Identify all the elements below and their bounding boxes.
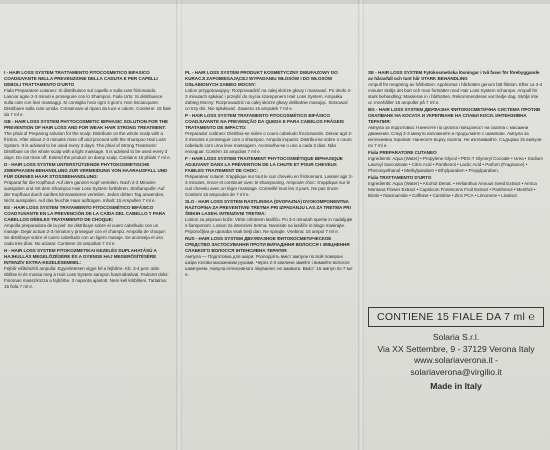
section-body: Préparateur cutané: S'applique sur tout le cuir chevelu en frictionnant. Laisser agir 2-3 minutes, rincer et continuer avec le shampooing. Ampoule choc: S'applique sur le cuir chevelu avec un léger massage. Conseillé tous les 3 jours. Ne pas rincer. Contient 15 ampoules de 7 ml e.: [185, 174, 353, 197]
section-body: Fiala Preparatore cutaneo: Si distribuisce sul capello e sulla cute frizionando. Lasciar agire 2-3 minuti e proseguire con lo Shampoo. Fiala Urto: Si distribuisce sulla cute con lievi massaggi. Si consiglia l'uso ogni 3 giorni. Non risciacquare. Distribuire sulla cute umida. Conservare al riparo da luce e calore. Contiene: 15 fiale da 7 ml e.: [4, 88, 171, 117]
section-body: Preparador cutâneo: Distribui-se sobre o couro cabeludo friccionando. Deixar agir 2-3 minutos e prosseguir com o shampoo. Ampola impacto: Distribui-se sobre o couro cabeludo com uma leve massagem. Aconselha-se o uso a cada 3 dias. Não enxaguar. Contém 15 ampolas 7 ml e.: [185, 131, 353, 154]
section-heading: ES - HAIR LOSS SYSTEM TRATAMIENTO FITOCOSMÉTICO BIFÁSICO COADYUVANTE EN LA PREVENCIÓN DE LA CAÍDA DEL CABELLO Y PARA CABELLOS DÉBILES TRATAMIENTO DE CHOQUE:: [4, 205, 166, 222]
manufacturer-block: [368, 332, 544, 393]
language-section: [185, 236, 353, 278]
manufacturer-name: Solaria S.r.l.: [432, 332, 480, 342]
leaflet-edge: [0, 0, 550, 4]
section-body: Losion za pripravo kože: Vtrite celotnem lasišču. Po 3-4 minutah sperite in nadaljujte s šamponom. Losion za intenzivni tretma: Nanesite na lasišče in blago masirajte. Priporočljiva je uporaba vsak tretji dan. Ne spirajte. Vsebina: 15 ampul 7 ml e.: [185, 217, 353, 234]
language-section: [185, 156, 353, 198]
section-body: Ingredients: Aqua (Water) • Propylene Glycol • PEG-7 Glyceryl Cocoate • Urea • Sodium Lauroyl Sarcosinate • Citric Acid • Panthenol • Lactic Acid • Parfum (Fragrance) • Phenoxyethanol • Methylparaben • Ethylparaben • Propylparaben.: [368, 156, 543, 173]
language-section: [368, 150, 544, 174]
section-heading: GB - HAIR LOSS SYSTEM PHYTOCOSMETIC BIPHASIC SOLUTION FOR THE PREVENTION OF HAIR LOSS AND FOR WEAK HAIR STRONG TREATMENT:: [4, 119, 169, 130]
made-in-label: Made in Italy: [430, 381, 482, 391]
section-heading: I - HAIR LOSS SYSTEM TRATTAMENTO FITOCOSMETICO BIFASICO COADIUVANTE NELLA PREVENZIONE DELLA CADUTA E PER CAPELLI DEBOLI TRATTAMENTO D'URTO: [4, 70, 158, 87]
text-column-right: [368, 70, 544, 280]
section-heading: D - HAIR LOSS SYSTEM UNTERSTÜTZENDE PHYTOKOSMETISCHE ZWEIPHASEN-BEHANDLUNG ZUR VERMEIDUNG VON HAARAUSFALL UND FÜR DÜNNES HAAR STOSSBEHANDLUNG:: [4, 162, 168, 179]
section-heading: F - HAIR LOSS SYSTEM TRAITEMENT PHYTOCOSMÉTIQUE BIPHASIQUE ADJUVANT DANS LA PRÉVENTION DE LA CHUTE ET POUR CHEVEUX FAIBLES TRAITEMENT DE CHOC:: [185, 156, 343, 173]
language-section: [4, 162, 172, 204]
section-body: Ampull för rengöring av hårbotten: Appliceras i hårbotten genom lätt friktion. Efter ca 3-4 minuter sköljs det bort och man fortsätter med Hair Loss System schampo. Ampull för stark behandling: Masseras in i hårbotten. Rekommenderas var tredje dag. Sköljs inte ur. Innehåller 15 ampuller på 7 ml e.: [368, 82, 543, 105]
section-body: Fejbőr előkészítő ampulla: Egyenletesen vigye fel a fejbőrre. Kb. 3-4 perc után öblítse ki és mossa meg a Hair Loss System sampon használatával. Fedezet dolis: Finoman masszírozza a fejbőrbe. 3 naponta ajánlott. Nem kell kiöblíteni. Tartalma: 15 fiola 7 ml e.: [4, 266, 169, 289]
language-section: [185, 70, 353, 112]
language-section: [4, 70, 172, 118]
manufacturer-address: Via XX Settembre, 9 - 37129 Verona Italy: [377, 343, 535, 354]
section-heading: Fiala TRATTAMENTO D'URTO: [368, 175, 432, 180]
language-section: [185, 113, 353, 155]
section-body: Ingredients: Aqua (Water) • Alcohol Denat. • Helianthus Annuus Seed Extract • Arnica Montana Flower Extract • Capsicum Frutescens Fruit Extract • Panthenol • Menthol • Biotin • Niacinamide • Caffeine • Carnitine • Zinc PCA • Limonene • Linalool.: [368, 181, 537, 198]
section-heading: RUS - HAIR LOSS SYSTEM ДВУХФАЗНОЕ ФИТОКОСМЕТИЧЕСКОЕ СРЕДСТВО ЗАСТОСУВАННЯ ПРОТИ ВИПАДІННЯ ВОЛОССЯ І ЗМІЦНЕННЯ СЛАБКОГО ВОЛОССЯ ІНТЕНСИВНА ТЕРАПІЯ:: [185, 236, 350, 253]
fold-line-left: [176, 0, 182, 450]
section-body: Ампула за подготовка: Нанесете по цялата повърхност на скалпа с масажни движения. След 2-3 минути изплакнете и продължете с шампоан. Ампула за интензивна терапия: Нанесете върху скалпа. Не изплаквайте. Съдържа 15 ампули по 7 ml e.: [368, 125, 542, 148]
section-body: Lotion przygotowujący: Rozprowadzić na całej skórze głowy i masować. Po około 2-3 minutach spłukać i przejść do mycia szamponem Hair Loss System. Ampułka Zabieg Mocny: Rozprowadzić na całej skórze głowy delikatnie masując. Stosować co trzy dni. Nie spłukiwać. Zawiera 15 ampułek 7 ml e.: [185, 88, 352, 111]
fold-line-right: [358, 0, 364, 450]
section-body: The phial of Preparing solution for the scalp: Distribute on the whole scalp with a friction. After about 2-3 minutes rinse off and proceed with the shampoo Hair Loss System. It is advised to be used every 3 days. The phial of Strong Treatment: Distribute on the whole scalp with a light massage. It is advised to be used every 3 days. Do not rinse off. Extend the product on damp scalp. Contains 15 phials 7 ml e.: [4, 131, 171, 160]
language-section: [4, 119, 172, 161]
section-body: Ампула — Подготовка для шкіри: Розподіліть вміст ампули по всій поверхні шкіри голови масажними рухами. Через 2-3 хвилини змийте і вимийте волосся шампунем. Ампула інтенсивного лікування: не змивати. Вміст: 15 ампул по 7 мл e.: [185, 254, 353, 277]
language-section: [185, 199, 353, 235]
language-section: [368, 70, 544, 106]
language-section: [368, 175, 544, 199]
section-body: Präparat für die Kopfhaut: Auf dem ganzen Kopf verteilen. Nach 2-3 Minuten ausspülen und mit dem Shampoo Hair Loss System fortfahren. Stoßampulle: Auf der Kopfhaut durch sanftes Einmassieren verteilen. Jeden dritten Tag anwenden. Nicht ausspülen. Auf das feuchte Haar auftragen. Inhalt: 15 Ampullen 7 ml e.: [4, 180, 165, 203]
language-section: [4, 248, 172, 290]
section-heading: BG - HAIR LOSS SYSTEM ДВУФАЗНА ФИТОКОСМЕТИЧНА СИСТЕМА ПРОТИВ ОКАПВАНЕ НА КОСАТА И УКРЕПВАНЕ НА СЛАБИ КОСИ. ИНТЕНЗИВНА ТЕРАПИЯ:: [368, 107, 541, 124]
section-heading: PL - HAIR LOSS SYSTEM PRODUKT KOSMETYCZNY DWUFAZOWY DO KURACJI ZAPOBIEGAJĄCEJ WYPADANIU WŁOSÓW I DO WŁOSÓW OSŁABIONYCH ZABIEG MOCNY:: [185, 70, 338, 87]
section-heading: P - HAIR LOSS SYSTEM TRATAMENTO FITOCOSMÉTICO BIFÁSICO COADJUVANTE NA PREVENÇÃO DA QUEDA E PARA CABELOS FRÁGEIS TRATAMENTO DE IMPACTO:: [185, 113, 344, 130]
section-heading: H - HAIR LOSS SYSTEM FITOKOZMETIKAI KEZELÉS DUPLAHATÁSÚ A HAJHULLÁS MEGELŐZÉSÉRE ÉS A GYENGE HAJ MEGERŐSÍTÉSÉRE INTENZÍV EXTRA-KEZELÉSEMMEL:: [4, 248, 157, 265]
text-column-middle: [185, 70, 353, 430]
contents-box: CONTIENE 15 FIALE DA 7 ml ℮: [368, 307, 544, 327]
section-heading: SE - HAIR LOSS SYSTEM Fytokosmetiska lösningar i två faser för förebyggande av håravfall och tunt hår STARK BEHANDLING: [368, 70, 540, 81]
manufacturer-web: www.solariaverona.it - solariaverona@virgilio.it: [410, 355, 502, 377]
section-body: Ampolla preparadora de la piel: Se distribuye sobre el cuero cabelludo con un masaje. Dejar actuar 2-3 minutos y proseguir con el champú. Ampolla de choque: Se distribuye sobre el cuero cabelludo con un ligero masaje. Se aconseja el uso cada tres días. No aclarar. Contiene 15 ampollas 7 ml e.: [4, 223, 166, 246]
text-column-left: [4, 70, 172, 430]
section-heading: Fiala PREPARATORE CUTANEO: [368, 150, 437, 155]
language-section: [4, 205, 172, 247]
section-heading: SLO - HAIR LOSS SYSTEM RASTLINSKA (DVOFAZNA) DVOKOMPONENTNA RAZTOPINA ZA PREVENTIVNI TRETMA PRI IZPADANJU LAS ZA TRETMA PRI ŠIBKIH LASEH. INTENZIVNI TRETMA:: [185, 199, 351, 216]
language-section: [368, 107, 544, 149]
